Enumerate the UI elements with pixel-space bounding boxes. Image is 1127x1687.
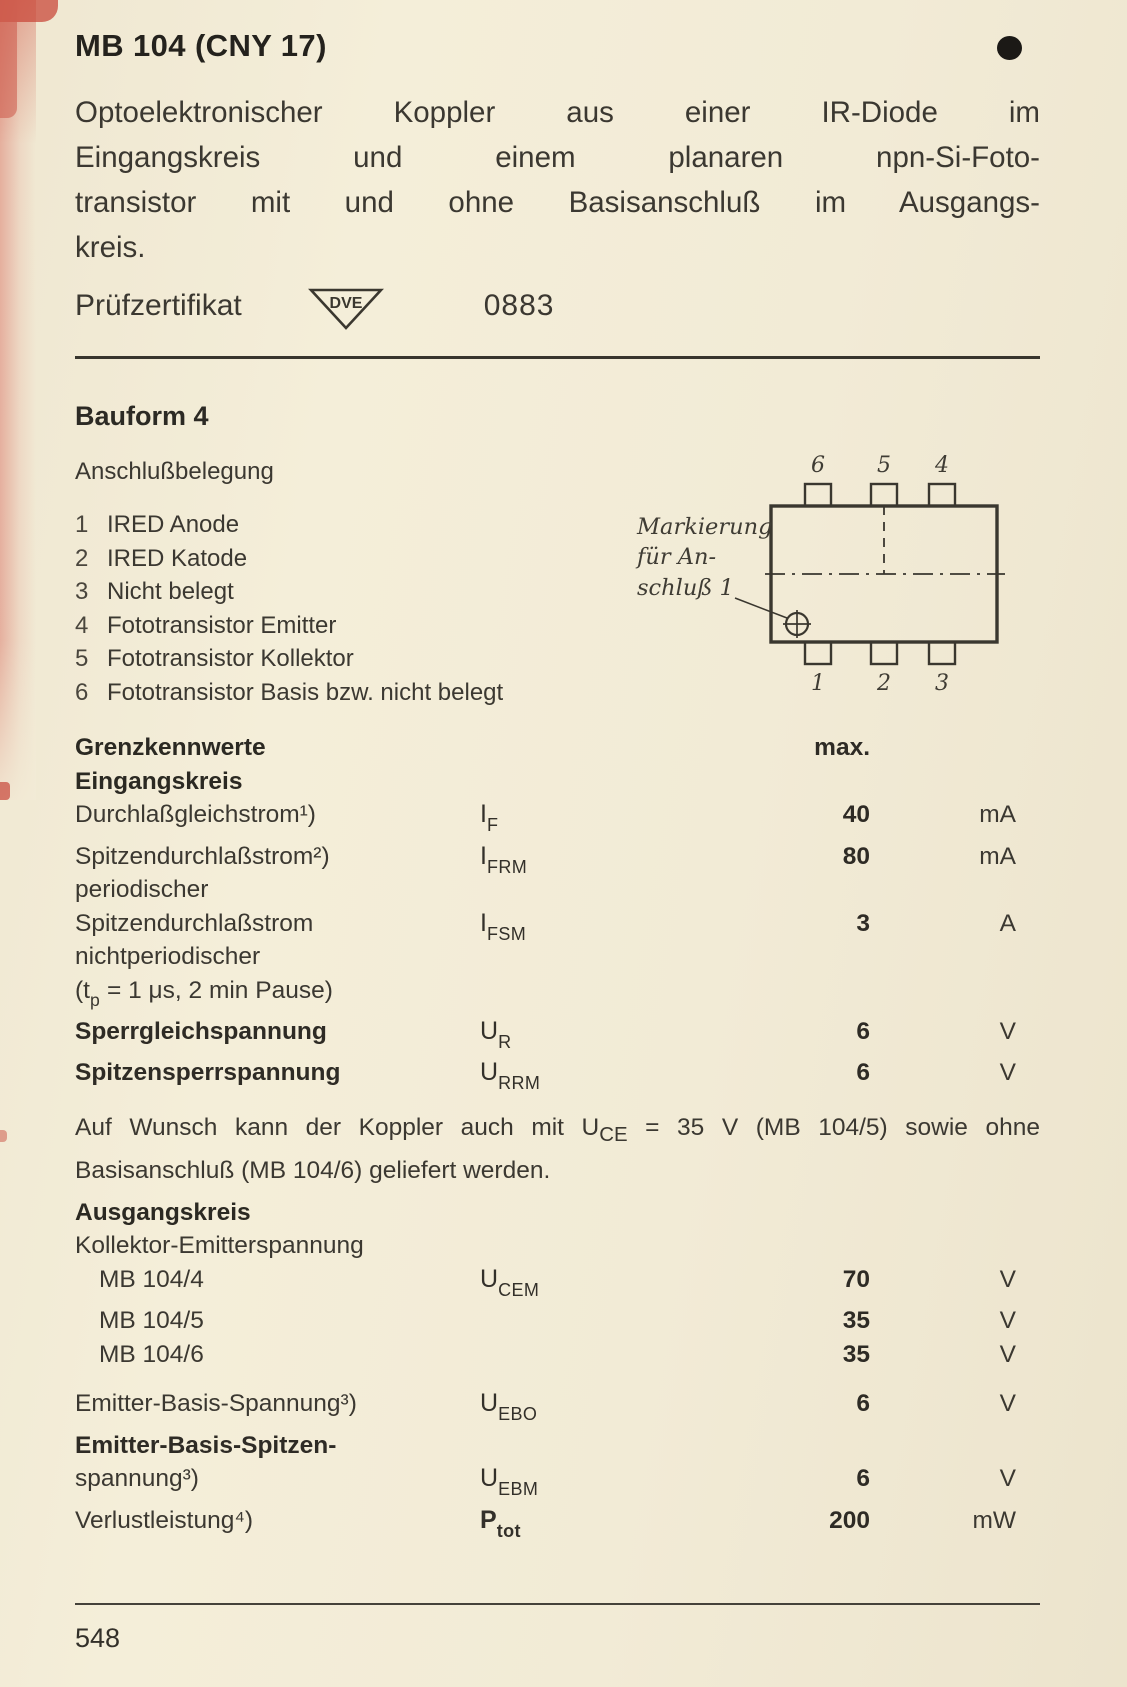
limit-symbol: $U_R$ xyxy=(480,1016,512,1052)
limit-value: 6 xyxy=(856,1390,870,1418)
row-ifrm xyxy=(75,840,1040,907)
black-dot-mark xyxy=(997,36,1022,60)
scan-edge-artifact xyxy=(0,0,36,800)
row-if xyxy=(75,798,1040,840)
output-circuit-heading: Ausgangskreis xyxy=(75,1198,251,1226)
intro-line: Optoelektronischer Koppler aus einer IR-Diode im xyxy=(75,96,1040,129)
bottom-pin-number: 1 xyxy=(811,671,825,696)
limit-symbol: $I_{FRM}$ xyxy=(480,841,528,877)
vde-logo-icon xyxy=(306,278,386,334)
limit-symbol: $U_{RRM}$ xyxy=(480,1058,541,1094)
row-mb104-5 xyxy=(75,1304,1040,1338)
limit-value: 35 xyxy=(842,1340,870,1368)
limit-value: 40 xyxy=(842,801,870,828)
input-circuit-heading: Eingangskreis xyxy=(75,767,243,795)
pin-number: 3 xyxy=(75,578,89,605)
limit-unit: V xyxy=(999,1017,1016,1045)
bauform-heading: Bauform 4 xyxy=(75,401,209,431)
row-mb104-6 xyxy=(75,1338,1040,1372)
header xyxy=(75,28,1040,64)
pin-number: 2 xyxy=(75,544,89,572)
row-mb104-4 xyxy=(75,1263,1040,1305)
marking-label-line: für An- xyxy=(637,544,717,570)
bottom-pin-number: 3 xyxy=(935,671,949,696)
scan-red-tick-small xyxy=(0,1130,7,1142)
limit-label: Spitzensperrspannung xyxy=(75,1059,341,1087)
limit-symbol: $U_{EBO}$ xyxy=(480,1389,538,1425)
certificate-row xyxy=(75,278,1040,334)
cert-label: Prüfzertifikat xyxy=(75,289,242,322)
pin-label: Fototransistor Basis bzw. nicht belegt xyxy=(107,678,504,706)
option-note-line2: Basisanschluß (MB 104/6) geliefert werden. xyxy=(75,1156,551,1184)
limit-unit: V xyxy=(999,1390,1016,1418)
intro-line: transistor mit und ohne Basisanschluß im Ausgangs- xyxy=(75,186,1040,219)
limit-label-line2: periodischer xyxy=(75,876,209,903)
limit-unit: mA xyxy=(979,801,1016,828)
package-diagram xyxy=(635,444,1009,696)
page-content xyxy=(75,28,1040,1654)
pin-label: Fototransistor Kollektor xyxy=(107,645,354,672)
top-pin-number: 5 xyxy=(877,453,891,478)
scan-red-tick xyxy=(0,782,10,800)
divider-bottom xyxy=(75,1603,1040,1605)
row-ptot xyxy=(75,1504,1040,1546)
pin-label: Fototransistor Emitter xyxy=(107,611,337,639)
marking-label-line: Markierung xyxy=(637,514,773,540)
pin-label: Nicht belegt xyxy=(107,578,234,605)
pin-number: 4 xyxy=(75,611,89,639)
page-number: 548 xyxy=(75,1623,121,1654)
pinout-section xyxy=(75,453,1040,709)
limit-label: Kollektor-Emitterspannung xyxy=(75,1232,364,1260)
divider-top xyxy=(75,356,1040,359)
limit-symbol: $U_{CEM}$ xyxy=(480,1264,540,1300)
limit-unit: V xyxy=(999,1265,1016,1293)
limit-label: Emitter-Basis-Spitzen- xyxy=(75,1431,337,1459)
limit-unit: V xyxy=(999,1059,1016,1087)
pin-number: 5 xyxy=(75,645,89,672)
limit-unit: mA xyxy=(979,842,1016,870)
limit-symbol: $I_{FSM}$ xyxy=(480,908,527,944)
limit-value: 70 xyxy=(842,1265,870,1293)
limit-label: MB 104/6 xyxy=(99,1340,204,1368)
limit-label: MB 104/4 xyxy=(99,1265,204,1293)
limit-unit: mW xyxy=(972,1506,1016,1534)
limit-symbol: $P_{tot}$ xyxy=(480,1505,521,1541)
intro-line: Eingangskreis und einem planaren npn-Si-Foto- xyxy=(75,141,1040,174)
limit-label: Sperrgleichspannung xyxy=(75,1017,327,1045)
option-note xyxy=(75,1110,1040,1188)
pin-number: 1 xyxy=(75,511,89,538)
limit-value: 35 xyxy=(842,1307,870,1335)
option-note-line1: Auf Wunsch kann der Koppler auch mit $U_{CE} = 35$ V (MB 104/5) sowie ohne xyxy=(75,1113,1040,1146)
intro-paragraph xyxy=(75,90,1040,270)
limit-label: Durchlaßgleichstrom¹) xyxy=(75,801,316,828)
limits-header-row xyxy=(75,731,1040,765)
limit-label-line3: ($t_p = 1$ μs, 2 min Pause) xyxy=(75,976,333,1011)
limit-unit: V xyxy=(999,1465,1016,1493)
limit-label: spannung³) xyxy=(75,1465,199,1493)
row-ifsm xyxy=(75,907,1040,1015)
cert-number: 0883 xyxy=(483,289,555,322)
pinout-heading: Anschlußbelegung xyxy=(75,458,274,485)
row-uebm xyxy=(75,1462,1040,1504)
limit-value: 200 xyxy=(829,1506,870,1534)
max-column-label: max. xyxy=(814,734,870,761)
limit-unit: V xyxy=(999,1307,1016,1335)
row-uebm-label xyxy=(75,1429,1040,1463)
limit-value: 6 xyxy=(856,1059,870,1087)
bottom-pin-number: 2 xyxy=(877,671,891,696)
limits-heading: Grenzkennwerte xyxy=(75,734,266,761)
vde-logo-text: DVE xyxy=(329,295,363,312)
top-pin-number: 4 xyxy=(935,453,949,478)
marking-label-line: schluß 1 xyxy=(637,575,734,601)
row-ur xyxy=(75,1015,1040,1057)
limit-value: 3 xyxy=(856,909,870,937)
limit-value: 80 xyxy=(842,842,870,870)
row-uebo xyxy=(75,1387,1040,1429)
limit-label: Emitter-Basis-Spannung³) xyxy=(75,1390,357,1418)
limit-label-line2: nichtperiodischer xyxy=(75,943,261,970)
limit-value: 6 xyxy=(856,1465,870,1493)
limits-table xyxy=(75,731,1040,1545)
pin-label: IRED Anode xyxy=(107,511,240,538)
marking-pointer-line xyxy=(735,598,787,618)
limit-unit: A xyxy=(999,909,1016,937)
scan-edge-fade xyxy=(0,0,36,800)
row-kollektor-emitterspannung xyxy=(75,1229,1040,1263)
page-title: MB 104 (CNY 17) xyxy=(75,28,327,63)
limit-label: MB 104/5 xyxy=(99,1307,204,1335)
pin-label: IRED Katode xyxy=(107,544,248,572)
limit-unit: V xyxy=(999,1340,1016,1368)
limit-symbol: $I_F$ xyxy=(480,800,499,835)
pin-number: 6 xyxy=(75,678,89,706)
limit-label: Spitzendurchlaßstrom²) xyxy=(75,842,330,870)
scan-corner-mark-vertical xyxy=(0,0,17,118)
top-pin-number: 6 xyxy=(811,453,825,478)
limit-label: Verlustleistung⁴) xyxy=(75,1506,254,1534)
row-urrm xyxy=(75,1056,1040,1098)
limit-value: 6 xyxy=(856,1017,870,1045)
limit-label: Spitzendurchlaßstrom xyxy=(75,909,314,937)
intro-line: kreis. xyxy=(75,231,146,264)
limit-symbol: $U_{EBM}$ xyxy=(480,1464,539,1500)
